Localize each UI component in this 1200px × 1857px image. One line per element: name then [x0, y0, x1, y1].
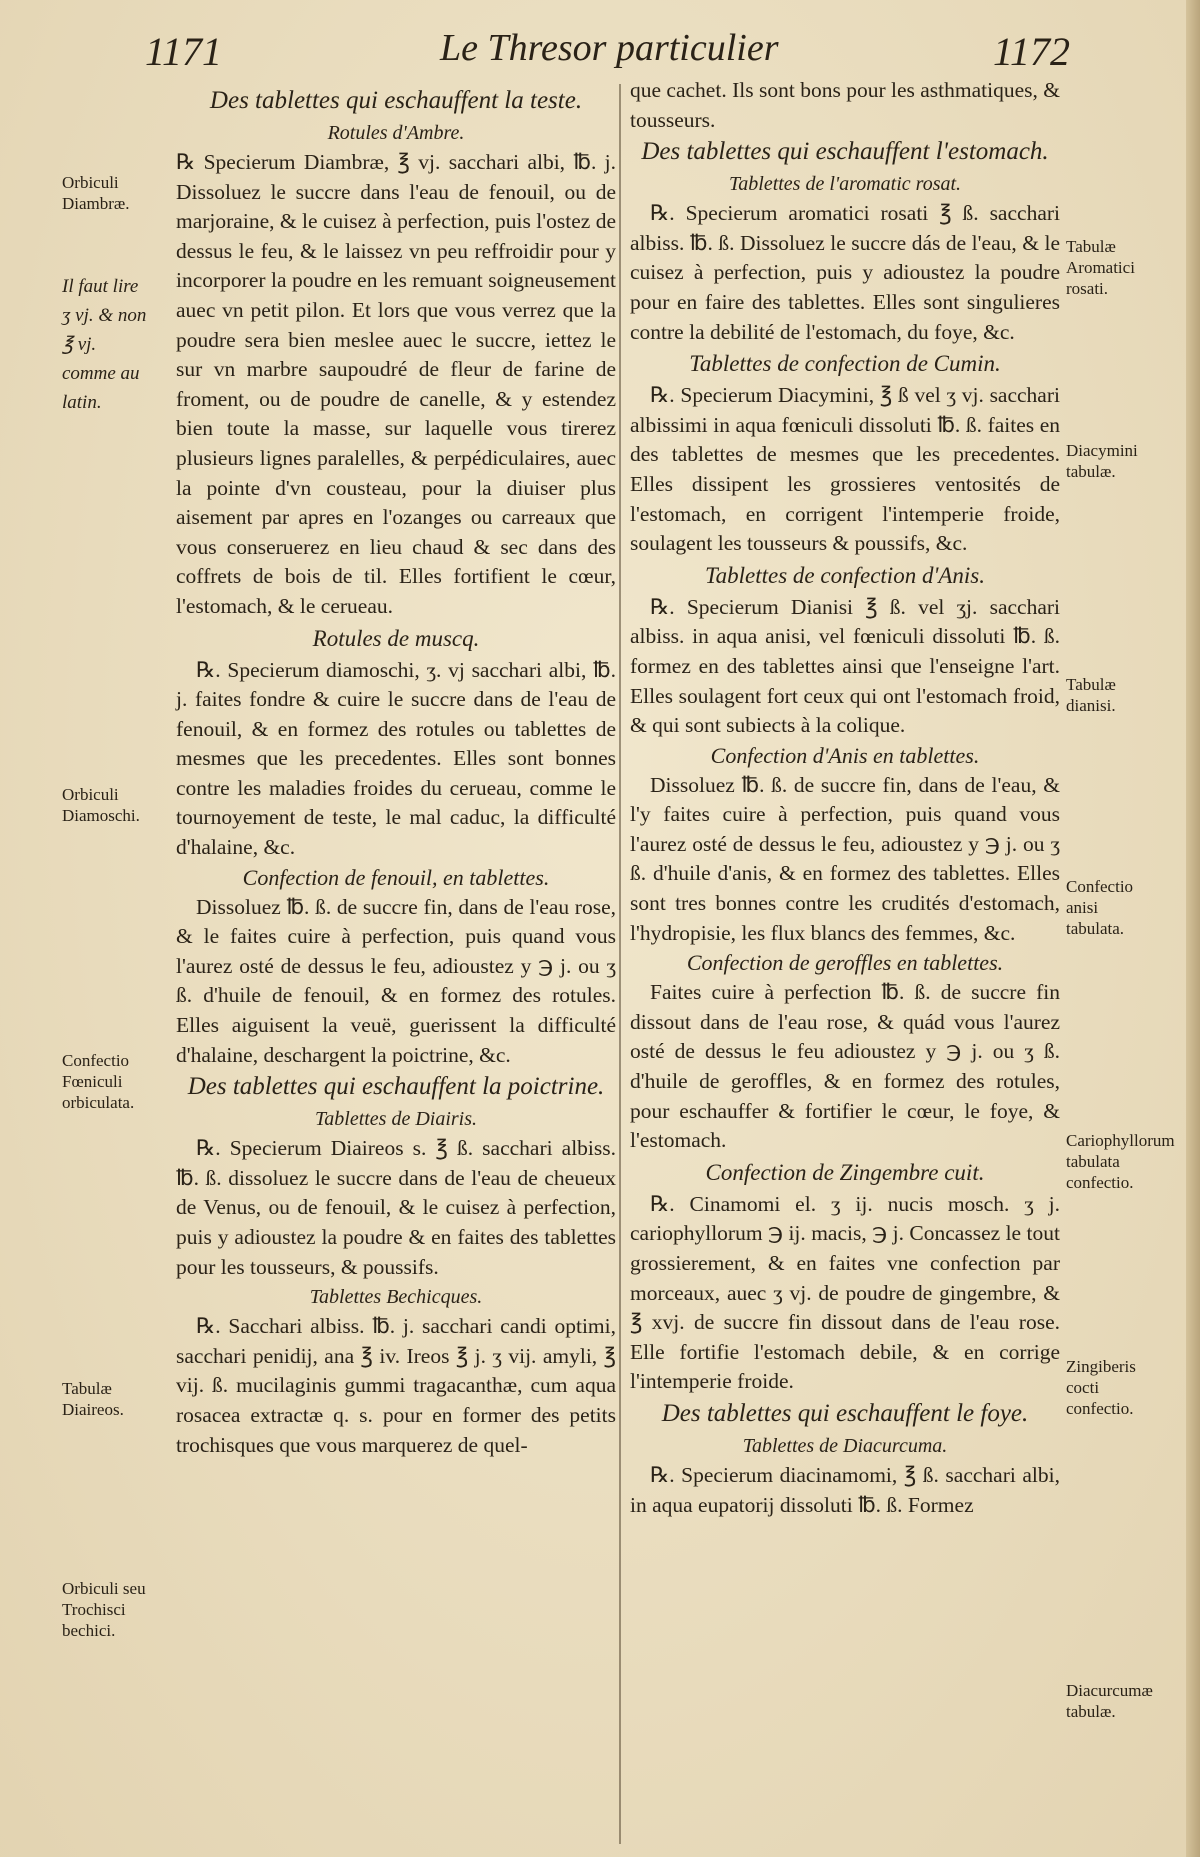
section-heading: Des tablettes qui eschauffent le foye.	[661, 1399, 1029, 1427]
margin-note: Confectio anisi tabulata.	[1066, 877, 1134, 938]
recipe-title: Confection d'Anis en tablettes.	[710, 742, 980, 768]
recipe-title: Tablettes de l'aromatic rosat.	[728, 173, 962, 196]
recipe-text: ℞. Specierum Diaireos s. ℥ ß. sacchari albiss. ℔. ß. dissoluez le succre dans de l'eau de cheueux de Venus, ou de fenouil, & le cuisez à perfection, puis y adioustez la poudre & en faites des tablettes pour les tousseurs, & poussifs.	[176, 1136, 616, 1279]
margin-note: Diacymini tabulæ.	[1066, 441, 1138, 481]
recipe-text: ℞. Specierum Diacymini, ℥ ß vel ʒ vj. sacchari albissimi in aqua fœniculi dissoluti ℔. ß. faites en des tablettes de mesmes que les precedentes. Elles dissipent les grossieres ventosités de l'estomach, en corrigent l'intemperie froide, soulagent les tousseurs & poussifs, &c.	[630, 383, 1060, 556]
margin-note: Diacurcumæ tabulæ.	[1066, 1681, 1153, 1721]
right-column	[630, 76, 1060, 1520]
section-heading: Des tablettes qui eschauffent l'estomach.	[641, 138, 1049, 166]
recipe-text: ℞. Sacchari albiss. ℔. j. sacchari candi optimi, sacchari penidij, ana ℥ iv. Ireos ℥ j. ʒ vij. amyli, ℥ vij. ß. mucilaginis gummi tragacanthæ, cum aqua rosacea extractæ q. s. pour en former des petits trochisques que vous marquerez de quel-	[176, 1314, 616, 1457]
recipe-title: Rotules d'Ambre.	[327, 122, 465, 144]
recipe-text: Faites cuire à perfection ℔. ß. de succre fin dissout dans de l'eau rose, & quád vous l'aurez osté de dessus le feu adioustez y ℈ j. ou ʒ ß. d'huile de geroffles, & en formez des rotules, pour eschauffer & fortifier le cœur, le foye, & l'estomach.	[630, 980, 1060, 1153]
margin-note: Tabulæ dianisi.	[1066, 675, 1116, 715]
recipe-title: Tablettes de confection de Cumin.	[689, 351, 1001, 377]
recipe-title: Confection de fenouil, en tablettes.	[242, 864, 550, 890]
left-column	[176, 84, 616, 1460]
recipe-title: Rotules de muscq.	[312, 625, 480, 651]
margin-note: Confectio Fœniculi orbiculata.	[62, 1051, 135, 1112]
margin-note: Orbiculi Diamoschi.	[62, 785, 140, 825]
recipe-title: Tablettes de Diairis.	[314, 1108, 478, 1131]
column-divider	[619, 84, 621, 1844]
recipe-title: Tablettes de Diacurcuma.	[742, 1434, 948, 1457]
margin-note: Cariophyllorum tabulata confectio.	[1066, 1131, 1175, 1192]
margin-note: Tabulæ Aromatici rosati.	[1066, 237, 1135, 298]
recipe-text: ℞. Specierum aromatici rosati ℥ ß. sacchari albiss. ℔. ß. Dissoluez le succre dás de l'eau, & le cuisez à perfection, puis y adioustez la poudre pour en faire des tablettes. Elles sont singulieres contre la debilité de l'estomach, du foye, &c.	[630, 201, 1060, 344]
page-header	[0, 20, 1200, 76]
margin-note: Orbiculi seu Trochisci bechici.	[62, 1579, 146, 1640]
section-heading: Des tablettes qui eschauffent la teste.	[209, 87, 583, 114]
margin-note: Orbiculi Diambræ.	[62, 173, 130, 213]
margin-note: Tabulæ Diaireos.	[62, 1379, 124, 1419]
recipe-text: ℞. Specierum Dianisi ℥ ß. vel ʒj. sacchari albiss. in aqua anisi, vel fœniculi dissoluti ℔. ß. formez en des tablettes ainsi que l'enseigne l'art. Elles soulagent fort ceux qui ont l'estomach froid, & qui sont subiects à la colique.	[630, 594, 1060, 738]
page-edge	[1186, 0, 1200, 1857]
recipe-text: Dissoluez ℔. ß. de succre fin, dans de l'eau, & l'y faites cuire à perfection, puis quand vous l'aurez osté de dessus le feu, adioustez y ℈ j. ou ʒ ß. d'huile d'anis, & en formez des tablettes. Elles sont tres bonnes contre les crudités d'estomach, l'hydropisie, les flux blancs des femmes, &c.	[630, 772, 1060, 945]
margin-note: Il faut lire ʒ vj. & non ℥ vj. comme au latin.	[62, 276, 147, 413]
recipe-text: que cachet. Ils sont bons pour les asthmatiques, & tousseurs.	[630, 78, 1060, 132]
recipe-text: ℞ Specierum Diambræ, ℥ vj. sacchari albi, ℔. j. Dissoluez le succre dans l'eau de fenouil, ou de marjoraine, & le cuisez à perfection, puis l'ostez de dessus le feu, & le laissez vn peu reffroidir pour y incorporer la poudre en les remuant soigneusement auec vn petit pilon. Et lors que vous verrez que la poudre sera bien meslee auec le succre, iettez le sur vn marbre saupoudré de fleur de farine de froment, ou de poudre de canelle, & y estendez bien toute la masse, sur laquelle vous tirerez plusieurs lignes paralelles, & perpédiculaires, auec la pointe d'vn cousteau, pour la diuiser plus aisement par apres en l'ozanges ou carreaux que vous conseruerez en lieu chaud & sec dans des coffrets de bois de til. Elles fortifient le cœur, l'estomach, & le cerueau.	[176, 150, 616, 618]
page-number-left: 1171	[145, 29, 223, 74]
margin-note: Zingiberis cocti confectio.	[1066, 1357, 1136, 1418]
recipe-text: ℞. Cinamomi el. ʒ ij. nucis mosch. ʒ j. cariophyllorum ℈ ij. macis, ℈ j. Concassez le tout grossierement, & en faites vne confection par morceaux, auec ʒ vj. de poudre de gingembre, & ℥ xvj. de succre fin dissout dans de l'eau rose. Elle fortifie l'estomach debile, & en corrige l'intemperie froide.	[630, 1191, 1060, 1394]
recipe-title: Confection de geroffles en tablettes.	[686, 950, 1004, 976]
recipe-text: ℞. Specierum diacinamomi, ℥ ß. sacchari albi, in aqua eupatorij dissoluti ℔. ß. Formez	[630, 1462, 1060, 1517]
page-number-right: 1172	[993, 29, 1071, 74]
recipe-title: Confection de Zingembre cuit.	[705, 1159, 985, 1185]
running-title: Le Thresor particulier	[440, 27, 779, 69]
recipe-title: Tablettes Bechicques.	[309, 1286, 483, 1309]
recipe-title: Tablettes de confection d'Anis.	[704, 562, 986, 588]
recipe-text: ℞. Specierum diamoschi, ʒ. vj sacchari albi, ℔. j. faites fondre & cuire le succre dans de l'eau de fenouil, & en formez des rotules ou tablettes de mesmes que les precedentes. Elles sont bonnes contre les maladies froides du cerueau, comme le tournoyement de teste, le mal caduc, la difficulté d'halaine, &c.	[176, 657, 616, 860]
recipe-text: Dissoluez ℔. ß. de succre fin, dans de l'eau rose, & le faites cuire à perfection, puis quand vous l'aurez osté de dessus le feu, adioustez y ℈ j. ou ʒ ß. d'huile de fenouil, & en formez des rotules. Elles aiguisent la veuë, guerissent la difficulté d'halaine, deschargent la poictrine, &c.	[176, 894, 616, 1067]
section-heading: Des tablettes qui eschauffent la poictrine.	[187, 1073, 605, 1101]
